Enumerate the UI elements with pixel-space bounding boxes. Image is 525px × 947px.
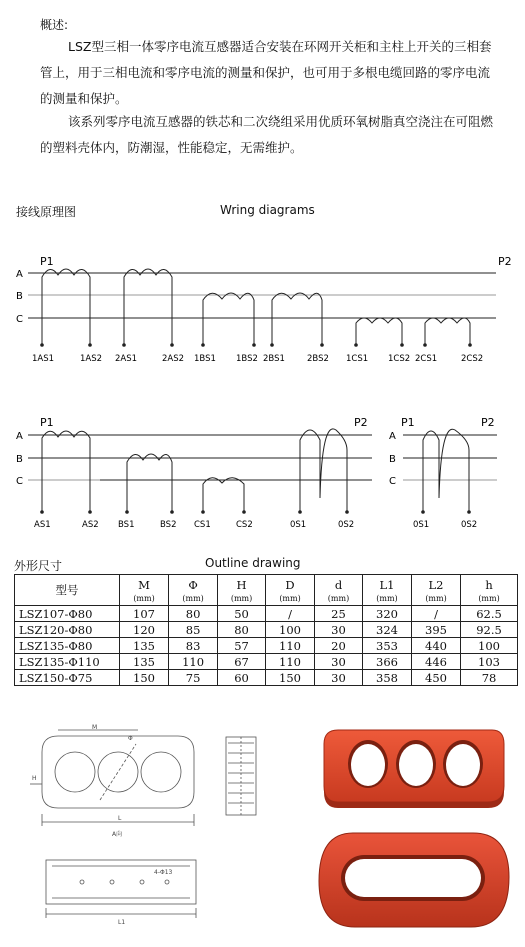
table-cell: 150 — [120, 670, 169, 686]
p2-label: P2 — [481, 416, 495, 429]
spec-table — [14, 574, 518, 686]
terminal-label: 1AS1 — [32, 354, 55, 364]
terminal-label: BS1 — [118, 520, 135, 530]
terminal-label: 0S1 — [290, 520, 307, 530]
terminal-label: 1BS1 — [194, 354, 216, 364]
table-row — [15, 638, 518, 654]
table-cell: 100 — [461, 638, 518, 654]
table-row — [15, 654, 518, 670]
phase-c-label: C — [16, 476, 23, 487]
col-header: H (mm) — [218, 575, 266, 606]
table-row — [15, 670, 518, 686]
outline-drawing-bottom — [42, 852, 202, 927]
phase-c-label: C — [389, 476, 396, 487]
table-cell: 103 — [461, 654, 518, 670]
product-photo-three-hole — [320, 724, 510, 809]
table-cell: 320 — [362, 606, 411, 622]
table-cell: 120 — [120, 622, 169, 638]
dim-label-holes: 4-Φ13 — [154, 869, 173, 876]
table-cell: 25 — [315, 606, 363, 622]
phase-a-label: A — [389, 431, 396, 442]
phase-b-label: B — [16, 291, 23, 302]
terminal-label: 0S2 — [461, 520, 478, 530]
table-cell: 135 — [120, 638, 169, 654]
terminal-label: 2CS1 — [415, 354, 438, 364]
overview-paragraph-1: LSZ型三相一体零序电流互感器适合安装在环网开关柜和主柱上开关的三相套管上，用于三相电流和零序电流的测量和保护，也可用于多根电缆回路的零序电流的测量和保护。 — [40, 39, 492, 106]
p1-label: P1 — [40, 255, 54, 268]
p2-label: P2 — [354, 416, 368, 429]
phase-a-label: A — [16, 431, 23, 442]
terminal-label: 1CS1 — [346, 354, 369, 364]
table-cell: 135 — [120, 654, 169, 670]
terminal-label: CS1 — [194, 520, 211, 530]
table-cell: 450 — [412, 670, 461, 686]
dim-label-view: A向 — [112, 831, 123, 838]
outline-drawing-side — [220, 733, 265, 825]
table-cell: / — [266, 606, 315, 622]
dim-label-l: L — [118, 815, 122, 822]
table-cell: 30 — [315, 622, 363, 638]
table-cell: 324 — [362, 622, 411, 638]
terminal-label: 2CS2 — [461, 354, 484, 364]
table-cell: 353 — [362, 638, 411, 654]
product-photo-oval — [313, 827, 513, 935]
table-cell: 30 — [315, 654, 363, 670]
terminal-label: 2AS2 — [162, 354, 185, 364]
spec-table-header — [15, 575, 518, 606]
col-header: D (mm) — [266, 575, 315, 606]
outline-drawing-front — [28, 722, 203, 840]
p1-label: P1 — [40, 416, 54, 429]
table-cell: 110 — [266, 638, 315, 654]
table-row — [15, 606, 518, 622]
col-header: 型号 — [15, 575, 120, 606]
dim-label-l1: L1 — [118, 919, 126, 926]
table-cell: 395 — [412, 622, 461, 638]
table-cell: 30 — [315, 670, 363, 686]
table-cell: 85 — [169, 622, 218, 638]
table-cell: 80 — [169, 606, 218, 622]
table-cell: 60 — [218, 670, 266, 686]
terminal-label: 1CS2 — [388, 354, 411, 364]
terminal-label: 2BS2 — [307, 354, 329, 364]
wiring-title-en: Wring diagrams — [220, 203, 315, 217]
terminal-label: 2AS1 — [115, 354, 138, 364]
dim-label-h: H — [32, 775, 37, 782]
table-cell: 75 — [169, 670, 218, 686]
p2-label: P2 — [498, 255, 512, 268]
table-cell: 440 — [412, 638, 461, 654]
wiring-diagram-3 — [385, 410, 520, 535]
table-cell: 107 — [120, 606, 169, 622]
col-header: h (mm) — [461, 575, 518, 606]
terminal-label: 1BS2 — [236, 354, 258, 364]
col-header: d (mm) — [315, 575, 363, 606]
table-cell: 62.5 — [461, 606, 518, 622]
col-header: M (mm) — [120, 575, 169, 606]
table-cell: 80 — [218, 622, 266, 638]
model-cell: LSZ150-Φ75 — [15, 670, 120, 686]
table-cell: 366 — [362, 654, 411, 670]
table-cell: 446 — [412, 654, 461, 670]
outline-title-en: Outline drawing — [205, 556, 301, 570]
table-cell: 20 — [315, 638, 363, 654]
phase-b-label: B — [389, 454, 396, 465]
terminal-label: 2BS1 — [263, 354, 285, 364]
dim-label-m: M — [92, 724, 98, 731]
table-cell: 57 — [218, 638, 266, 654]
terminal-label: 0S2 — [338, 520, 355, 530]
model-cell: LSZ135-Φ110 — [15, 654, 120, 670]
phase-b-label: B — [16, 454, 23, 465]
table-cell: 67 — [218, 654, 266, 670]
table-cell: 92.5 — [461, 622, 518, 638]
table-row — [15, 622, 518, 638]
table-cell: 110 — [266, 654, 315, 670]
terminal-label: AS1 — [34, 520, 51, 530]
table-cell: 50 — [218, 606, 266, 622]
overview-title: 概述: — [40, 18, 69, 32]
model-cell: LSZ135-Φ80 — [15, 638, 120, 654]
terminal-label: CS2 — [236, 520, 253, 530]
table-cell: 100 — [266, 622, 315, 638]
dim-label-phi: Φ — [128, 735, 133, 742]
wiring-diagram-2 — [0, 410, 380, 535]
col-header: Φ (mm) — [169, 575, 218, 606]
table-cell: / — [412, 606, 461, 622]
table-cell: 358 — [362, 670, 411, 686]
outline-title-cn: 外形尺寸 — [14, 559, 63, 573]
terminal-label: BS2 — [160, 520, 177, 530]
wiring-title-cn: 接线原理图 — [16, 205, 77, 219]
p1-label: P1 — [401, 416, 415, 429]
phase-a-label: A — [16, 269, 23, 280]
model-cell: LSZ120-Φ80 — [15, 622, 120, 638]
terminal-label: AS2 — [82, 520, 99, 530]
model-cell: LSZ107-Φ80 — [15, 606, 120, 622]
col-header: L1 (mm) — [362, 575, 411, 606]
phase-c-label: C — [16, 314, 23, 325]
table-cell: 110 — [169, 654, 218, 670]
overview-paragraph-2: 该系列零序电流互感器的铁芯和二次绕组采用优质环氧树脂真空浇注在可阻燃的塑料壳体内，防潮湿，性能稳定，无需维护。 — [40, 114, 494, 155]
table-cell: 150 — [266, 670, 315, 686]
table-cell: 78 — [461, 670, 518, 686]
table-cell: 83 — [169, 638, 218, 654]
terminal-label: 1AS2 — [80, 354, 103, 364]
col-header: L2 (mm) — [412, 575, 461, 606]
terminal-label: 0S1 — [413, 520, 430, 530]
wiring-diagram-1 — [0, 245, 525, 375]
